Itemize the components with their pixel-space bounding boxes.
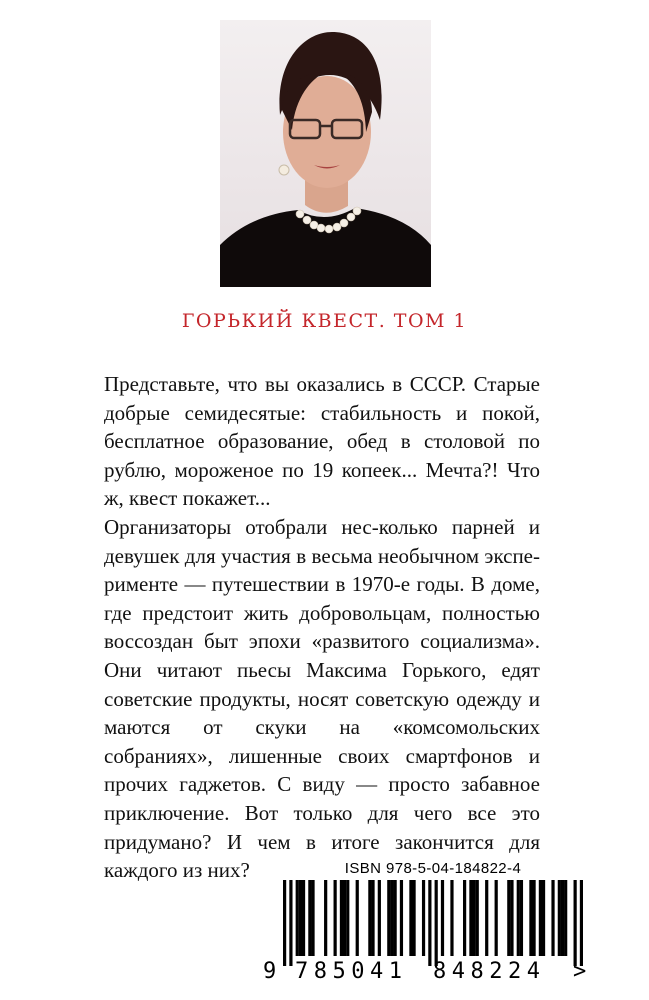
isbn-barcode xyxy=(263,860,603,990)
barcode-bar xyxy=(574,880,577,966)
barcode-bar xyxy=(507,880,510,956)
barcode-bar xyxy=(529,880,532,956)
barcode-bar xyxy=(542,880,545,956)
barcode-bar xyxy=(422,880,425,956)
barcode-bar xyxy=(495,880,498,956)
barcode-right-group: 848224 xyxy=(433,959,546,984)
book-title: ГОРЬКИЙ КВЕСТ. ТОМ 1 xyxy=(181,310,468,332)
barcode-bar xyxy=(558,880,561,956)
barcode-bars xyxy=(283,880,583,966)
annotation-paragraph-1: Представьте, что вы оказались в СССР. Старые добрые семидесятые: стабильность и покой, бесплатное образование, обед в столовой по рублю, мороженое по 19 копеек... Мечта?! Что ж, квест покажет... xyxy=(104,372,540,511)
barcode-bar xyxy=(296,880,299,956)
barcode-bar xyxy=(400,880,403,956)
barcode-bar xyxy=(302,880,305,956)
barcode-bar xyxy=(428,880,431,966)
barcode-bar xyxy=(311,880,314,956)
barcode-bar xyxy=(299,880,302,956)
barcode-bar xyxy=(390,880,393,956)
barcode-bar xyxy=(564,880,567,956)
barcode-bar xyxy=(409,880,412,956)
barcode-bar xyxy=(387,880,390,956)
barcode-bar xyxy=(485,880,488,956)
barcode-bar xyxy=(394,880,397,956)
barcode-bar xyxy=(334,880,337,956)
barcode-bar xyxy=(371,880,374,956)
barcode-bar xyxy=(435,880,438,966)
annotation-text xyxy=(104,370,540,885)
barcode-bar xyxy=(283,880,286,966)
barcode-bar xyxy=(308,880,311,956)
barcode-bar xyxy=(324,880,327,956)
barcode-bar xyxy=(469,880,472,956)
barcode-bar xyxy=(532,880,535,956)
barcode-bar xyxy=(580,880,583,966)
barcode-bar xyxy=(368,880,371,956)
barcode-bar xyxy=(378,880,381,956)
barcode-bar xyxy=(476,880,479,956)
author-photo xyxy=(220,20,431,287)
barcode-left-group: 785041 xyxy=(295,959,408,984)
barcode-bar xyxy=(412,880,415,956)
barcode-first-digit: 9 xyxy=(263,959,277,984)
barcode-end-mark: > xyxy=(573,959,587,984)
barcode-bar xyxy=(520,880,523,956)
barcode-bar xyxy=(463,880,466,956)
barcode-bar xyxy=(510,880,513,956)
barcode-bar xyxy=(340,880,343,956)
barcode-bar xyxy=(517,880,520,956)
barcode-bar xyxy=(539,880,542,956)
isbn-label: ISBN 978-5-04-184822-4 xyxy=(344,860,522,877)
barcode-bar xyxy=(561,880,564,956)
barcode-bar xyxy=(343,880,346,956)
barcode-bar xyxy=(450,880,453,956)
barcode-bar xyxy=(441,880,444,956)
annotation-paragraph-2: Организаторы отобрали нес-колько парней и девушек для участия в весьма необычном эксперименте — путешествии в 1970-е годы. В доме, где предстоит жить добровольцам, полностью воссоздан быт эпохи «развитого социализма». Они читают пьесы Максима Горького, едят советские продукты, носят советскую одежду и маются от скуки на «комсомольских собраниях», лишенные своих смартфонов и прочих гаджетов. С виду — просто забавное приключение. Вот только для чего все это придумано? И чем в итоге закончится для каждого из них? xyxy=(104,514,540,883)
barcode-bar xyxy=(356,880,359,956)
barcode-bar xyxy=(289,880,292,966)
barcode-bar xyxy=(551,880,554,956)
barcode-bar xyxy=(472,880,475,956)
barcode-bar xyxy=(346,880,349,956)
